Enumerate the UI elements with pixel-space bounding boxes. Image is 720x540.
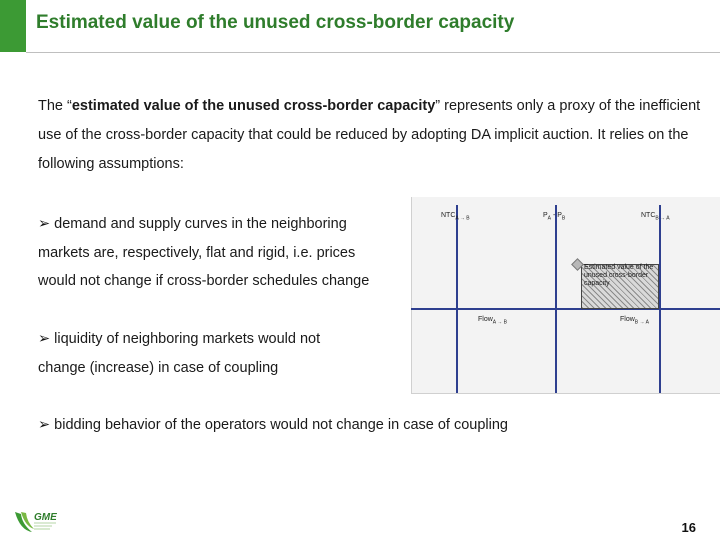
bullet-3-line-1 xyxy=(38,417,508,433)
title-divider xyxy=(26,52,720,53)
page-number: 16 xyxy=(681,520,696,535)
bullet-1-line-2: markets are, respectively, flat and rigid, i.e. prices xyxy=(38,245,356,261)
bullet-2-text-a: liquidity of neighboring markets would not xyxy=(54,331,321,347)
page-title: Estimated value of the unused cross-border capacity xyxy=(36,12,515,33)
intro-prefix: The “ xyxy=(38,98,72,114)
intro-paragraph xyxy=(38,92,708,179)
price-diff-label: $P_A - P_B$ xyxy=(543,212,566,222)
logo-text: GME xyxy=(34,512,57,523)
arrow-bullet-icon: ➢ xyxy=(38,216,51,232)
bullet-1-text-a: demand and supply curves in the neighboring xyxy=(54,216,347,232)
arrow-bullet-icon: ➢ xyxy=(38,331,51,347)
arrow-bullet-icon: ➢ xyxy=(38,417,51,433)
gme-logo xyxy=(12,508,60,534)
flow-b-a-label: Flow$_{B \to A}$ xyxy=(620,316,649,326)
horizontal-axis xyxy=(411,308,720,310)
ntc-b-a-axis xyxy=(659,205,661,393)
bullet-2-line-2: change (increase) in case of coupling xyxy=(38,360,279,376)
ntc-b-a-label: $NTC_{B \to A}$ xyxy=(641,212,670,222)
bullet-1-line-3: would not change if cross-border schedules change xyxy=(38,273,370,289)
unused-capacity-label: Estimated value of the unused cross-border capacity xyxy=(584,264,654,287)
intro-suffix: ” represents only a proxy of the inefficient use of the cross-border capacity that could be reduced by adopting DA implicit auction. It relies on the following assumptions: xyxy=(38,98,701,172)
header-accent-bar xyxy=(0,0,26,52)
ntc-a-b-axis xyxy=(456,205,458,393)
price-diff-axis xyxy=(555,205,557,393)
flow-a-b-label: Flow$_{A \to B}$ xyxy=(478,316,507,326)
intro-bold: estimated value of the unused cross-border capacity xyxy=(71,98,436,114)
bullet-2-line-1 xyxy=(38,331,320,347)
ntc-a-b-label: $NTC_{A \to B}$ xyxy=(441,212,470,222)
bullet-3-text-a: bidding behavior of the operators would not change in case of coupling xyxy=(54,417,508,433)
bullet-1-line-1 xyxy=(38,216,347,232)
